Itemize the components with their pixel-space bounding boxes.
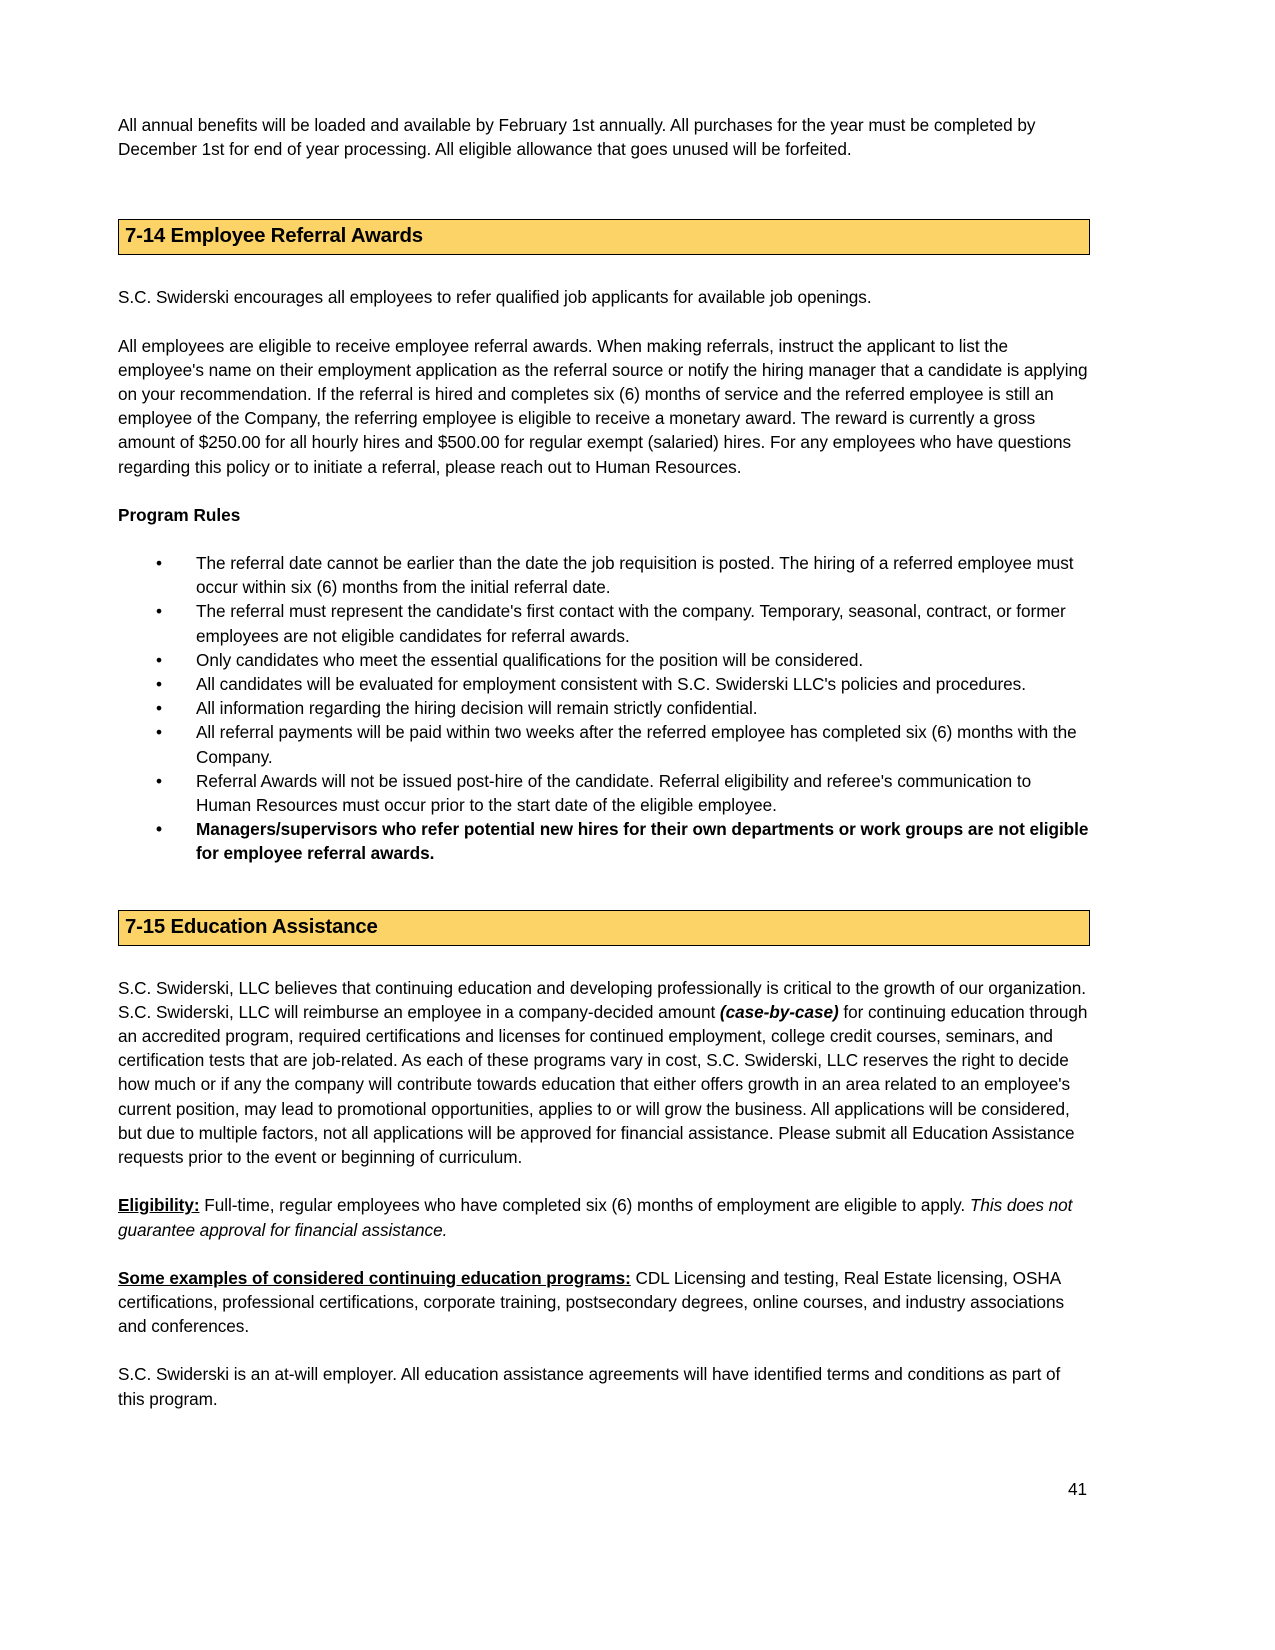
bullet-icon: • — [156, 722, 162, 743]
referral-paragraph-2: All employees are eligible to receive employee referral awards. When making referrals, instruct the applicant to list the employee's name on their employment application as the referral source or notify the hiring manager that a candidate is applying on your recommendation. If the referral is hired and completes six (6) months of service and the referred employee is still an employee of the Company, the referring employee is eligible to receive a monetary award. The reward is currently a gross amount of $250.00 for all hourly hires and $500.00 for regular exempt (salaried) hires. For any employees who have questions regarding this policy or to initiate a referral, please reach out to Human Resources. — [118, 335, 1088, 477]
intro-paragraph: All annual benefits will be loaded and available by February 1st annually. All purchases for the year must be completed by December 1st for end of year processing. All eligible allowance that goes unused will be forfeited. — [118, 115, 1036, 160]
list-item-text: The referral date cannot be earlier than the date the job requisition is posted. The hiring of a referred employee must occur within six (6) months from the initial referral date. — [196, 553, 1074, 598]
examples-text: CDL Licensing and testing, Real Estate licensing, OSHA certifications, professional certifications, corporate training, postsecondary degrees, online courses, and industry associations and conferences. — [118, 1267, 1065, 1337]
education-paragraph-1 — [118, 976, 1090, 1170]
list-item — [118, 696, 1090, 720]
bullet-icon: • — [156, 698, 162, 719]
spacer-after-education-header — [118, 946, 1090, 976]
page-content — [118, 113, 1090, 1411]
spacer-before-referral-header — [118, 185, 1090, 219]
bullet-icon: • — [156, 819, 162, 840]
examples-paragraph — [118, 1266, 1090, 1339]
eligibility-disclaimer: This does not guarantee approval for financial assistance. — [118, 1195, 1073, 1240]
education-paragraph-1-part-1: S.C. Swiderski, LLC believes that continuing education and developing professionally is critical to the growth of our organization. S.C. Swiderski, LLC will reimburse an employee in a company-decided amount — [118, 977, 1086, 1022]
list-item — [118, 817, 1090, 865]
section-header-education-assistance: 7-15 Education Assistance — [118, 910, 1090, 946]
list-item — [118, 720, 1090, 768]
page-number: 41 — [1068, 1479, 1088, 1499]
education-paragraph-1-part-2: for continuing education through an accredited program, required certifications and licenses for continued employment, college credit courses, seminars, and certification tests that are job-related. As each of these programs vary in cost, S.C. Swiderski, LLC reserves the right to decide how much or if any the company will contribute towards education that either offers growth in an area related to an employee's current position, may lead to promotional opportunities, applies to or will grow the business. All applications will be considered, but due to multiple factors, not all applications will be approved for financial assistance. Please submit all Education Assistance requests prior to the event or beginning of curriculum. — [118, 1001, 1088, 1168]
program-rules-list — [118, 551, 1090, 866]
list-item — [118, 551, 1090, 599]
list-item-text: The referral must represent the candidate's first contact with the company. Temporary, seasonal, contract, or former employees are not eligible candidates for referral awards. — [196, 601, 1066, 646]
bullet-icon: • — [156, 553, 162, 574]
section-header-employee-referral-awards: 7-14 Employee Referral Awards — [118, 219, 1090, 255]
list-item-text: Referral Awards will not be issued post-hire of the candidate. Referral eligibility and referee's communication to Human Resources must occur prior to the start date of the eligible employee. — [196, 770, 1032, 816]
list-item-text: Only candidates who meet the essential qualifications for the position will be considered. — [196, 649, 864, 670]
list-item-text: All information regarding the hiring decision will remain strictly confidential. — [196, 698, 758, 719]
bullet-icon: • — [156, 770, 162, 791]
bullet-icon: • — [156, 601, 162, 622]
spacer-after-referral-header — [118, 255, 1090, 285]
list-item — [118, 648, 1090, 672]
eligibility-paragraph — [118, 1193, 1090, 1241]
bullet-icon: • — [156, 649, 162, 670]
referral-paragraph-1: S.C. Swiderski encourages all employees to refer qualified job applicants for available job openings. — [118, 287, 872, 308]
spacer-before-education-header — [118, 866, 1090, 910]
list-item — [118, 769, 1090, 817]
closing-paragraph: S.C. Swiderski is an at-will employer. All education assistance agreements will have identified terms and conditions as part of this program. — [118, 1364, 1061, 1409]
examples-label: Some examples of considered continuing education programs: — [118, 1267, 631, 1288]
list-item-text: All candidates will be evaluated for employment consistent with S.C. Swiderski LLC's policies and procedures. — [196, 674, 1026, 695]
eligibility-text: Full-time, regular employees who have completed six (6) months of employment are eligible to apply. — [199, 1195, 970, 1216]
list-item-text: Managers/supervisors who refer potential new hires for their own departments or work groups are not eligible for employee referral awards. — [196, 819, 1089, 864]
list-item — [118, 599, 1090, 647]
eligibility-label: Eligibility: — [118, 1195, 200, 1216]
program-rules-subheading: Program Rules — [118, 504, 241, 525]
list-item-text: All referral payments will be paid within two weeks after the referred employee has completed six (6) months with the Company. — [196, 722, 1077, 767]
bullet-icon: • — [156, 674, 162, 695]
list-item — [118, 672, 1090, 696]
education-case-by-case-emphasis: (case-by-case) — [719, 1001, 839, 1022]
